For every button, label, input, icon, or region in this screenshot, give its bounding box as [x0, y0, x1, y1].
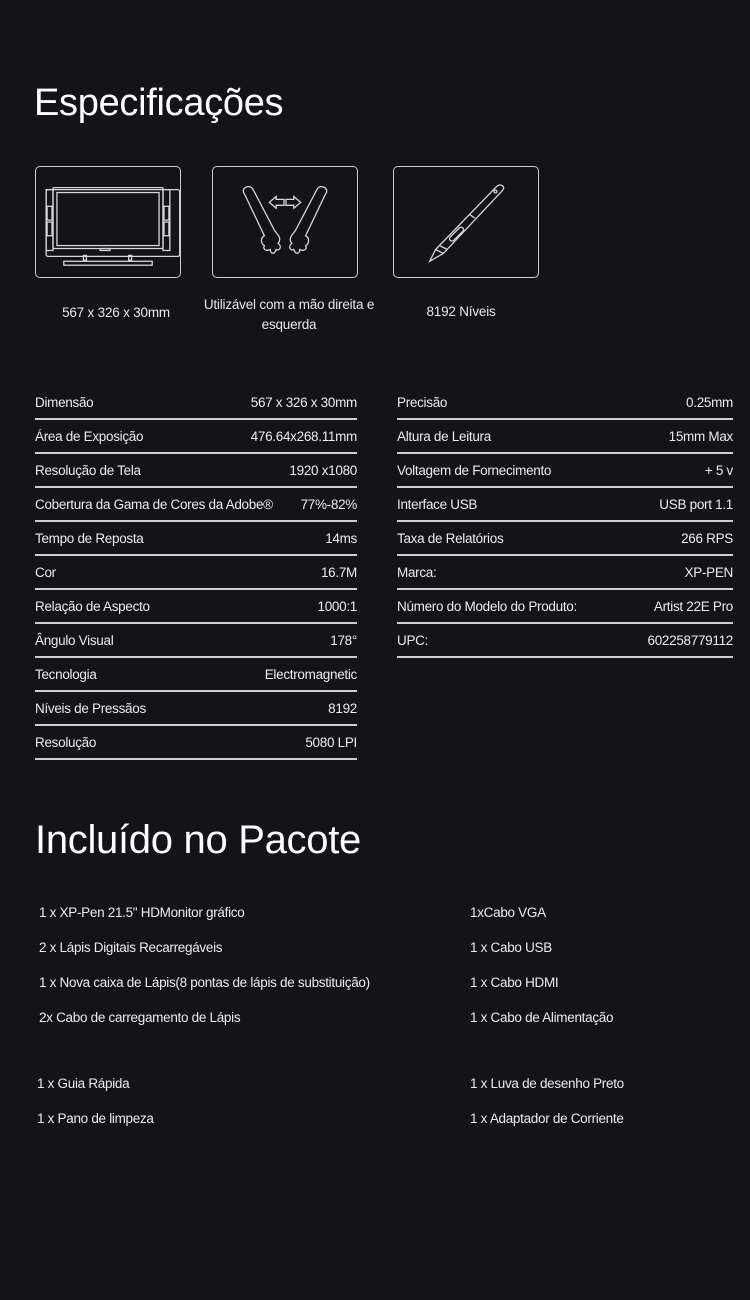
spec-label: Marca: — [397, 564, 437, 580]
spec-row — [397, 420, 733, 454]
spec-table-left — [35, 386, 357, 760]
package-item: 1 x Pano de limpeza — [37, 1111, 154, 1126]
spec-row — [35, 658, 357, 692]
package-list-left-2 — [37, 1074, 154, 1144]
spec-label: Ângulo Visual — [35, 632, 114, 648]
package-item: 1 x Adaptador de Corriente — [470, 1111, 624, 1126]
spec-row — [35, 590, 357, 624]
package-item: 1 x Cabo de Alimentação — [470, 1010, 614, 1025]
package-title: Incluído no Pacote — [35, 818, 361, 862]
spec-label: Taxa de Relatórios — [397, 530, 504, 546]
spec-row — [397, 386, 733, 420]
spec-value: USB port 1.1 — [659, 496, 733, 512]
package-item: 2x Cabo de carregamento de Lápis — [39, 1010, 241, 1025]
pressure-levels-caption: 8192 Níveis — [426, 304, 496, 319]
spec-row — [35, 420, 357, 454]
package-item: 1 x Guia Rápida — [37, 1076, 130, 1091]
spec-row — [35, 454, 357, 488]
package-item: 1 x Nova caixa de Lápis(8 pontas de lápis de substituição) — [39, 975, 370, 990]
spec-label: Resolução de Tela — [35, 462, 141, 478]
spec-value: 14ms — [325, 530, 357, 546]
stylus-pen-icon — [394, 167, 538, 277]
hands-feature-card — [212, 166, 358, 278]
spec-row — [35, 692, 357, 726]
specifications-title: Especificações — [34, 82, 284, 124]
package-item: 1 x Cabo USB — [470, 940, 552, 955]
spec-row — [35, 624, 357, 658]
spec-row — [35, 386, 357, 420]
spec-label: Resolução — [35, 734, 97, 750]
spec-label: Altura de Leitura — [397, 428, 491, 444]
spec-value: 266 RPS — [681, 530, 733, 546]
spec-value: 8192 — [328, 700, 357, 716]
package-item: 1xCabo VGA — [470, 905, 546, 920]
spec-label: Dimensão — [35, 394, 94, 410]
spec-row — [397, 590, 733, 624]
package-list-right-1 — [470, 903, 613, 1043]
spec-row — [397, 488, 733, 522]
spec-value: Artist 22E Pro — [653, 598, 733, 614]
package-item: 1 x Cabo HDMI — [470, 975, 559, 990]
package-item: 1 x Luva de desenho Preto — [470, 1076, 624, 1091]
pen-feature-card — [393, 166, 539, 278]
spec-label: Níveis de Pressãos — [35, 700, 146, 716]
spec-value: 77%-82% — [300, 496, 357, 512]
spec-label: Relação de Aspecto — [35, 598, 150, 614]
spec-row — [35, 488, 357, 522]
spec-row — [35, 522, 357, 556]
spec-label: Voltagem de Fornecimento — [397, 462, 552, 478]
spec-value: 16.7M — [320, 564, 357, 580]
spec-label: Interface USB — [397, 496, 478, 512]
spec-value: 567 x 326 x 30mm — [250, 394, 357, 410]
spec-value: Electromagnetic — [264, 666, 357, 682]
spec-value: 178° — [330, 632, 357, 648]
spec-label: Tempo de Reposta — [35, 530, 144, 546]
spec-value: 5080 LPI — [305, 734, 357, 750]
spec-label: Área de Exposição — [35, 428, 144, 444]
spec-row — [397, 556, 733, 590]
spec-value: 476.64x268.11mm — [250, 428, 357, 444]
package-item: 2 x Lápis Digitais Recarregáveis — [39, 940, 223, 955]
spec-value: 0.25mm — [686, 394, 733, 410]
package-list-right-2 — [470, 1074, 624, 1144]
dimension-caption: 567 x 326 x 30mm — [62, 305, 170, 320]
spec-value: XP-PEN — [684, 564, 733, 580]
left-right-hand-icon — [213, 167, 357, 277]
spec-value: 1920 x1080 — [289, 462, 357, 478]
spec-value: 15mm Max — [668, 428, 733, 444]
spec-label: Precisão — [397, 394, 448, 410]
spec-row — [35, 556, 357, 590]
spec-value: 602258779112 — [647, 632, 733, 648]
package-item: 1 x XP-Pen 21.5" HDMonitor gráfico — [39, 905, 245, 920]
spec-label: Número do Modelo do Produto: — [397, 598, 577, 614]
monitor-icon — [36, 167, 180, 277]
spec-label: UPC: — [397, 632, 429, 648]
spec-row — [397, 522, 733, 556]
spec-table-right — [397, 386, 733, 658]
monitor-feature-card — [35, 166, 181, 278]
spec-label: Tecnologia — [35, 666, 97, 682]
spec-value: 1000:1 — [317, 598, 357, 614]
spec-row — [35, 726, 357, 760]
spec-label: Cor — [35, 564, 56, 580]
spec-value: + 5 v — [704, 462, 733, 478]
spec-label: Cobertura da Gama de Cores da Adobe® — [35, 496, 273, 512]
spec-row — [397, 624, 733, 658]
spec-row — [397, 454, 733, 488]
ambidextrous-caption: Utilizável com a mão direita e esquerda — [203, 297, 375, 332]
package-list-left-1 — [39, 903, 370, 1043]
